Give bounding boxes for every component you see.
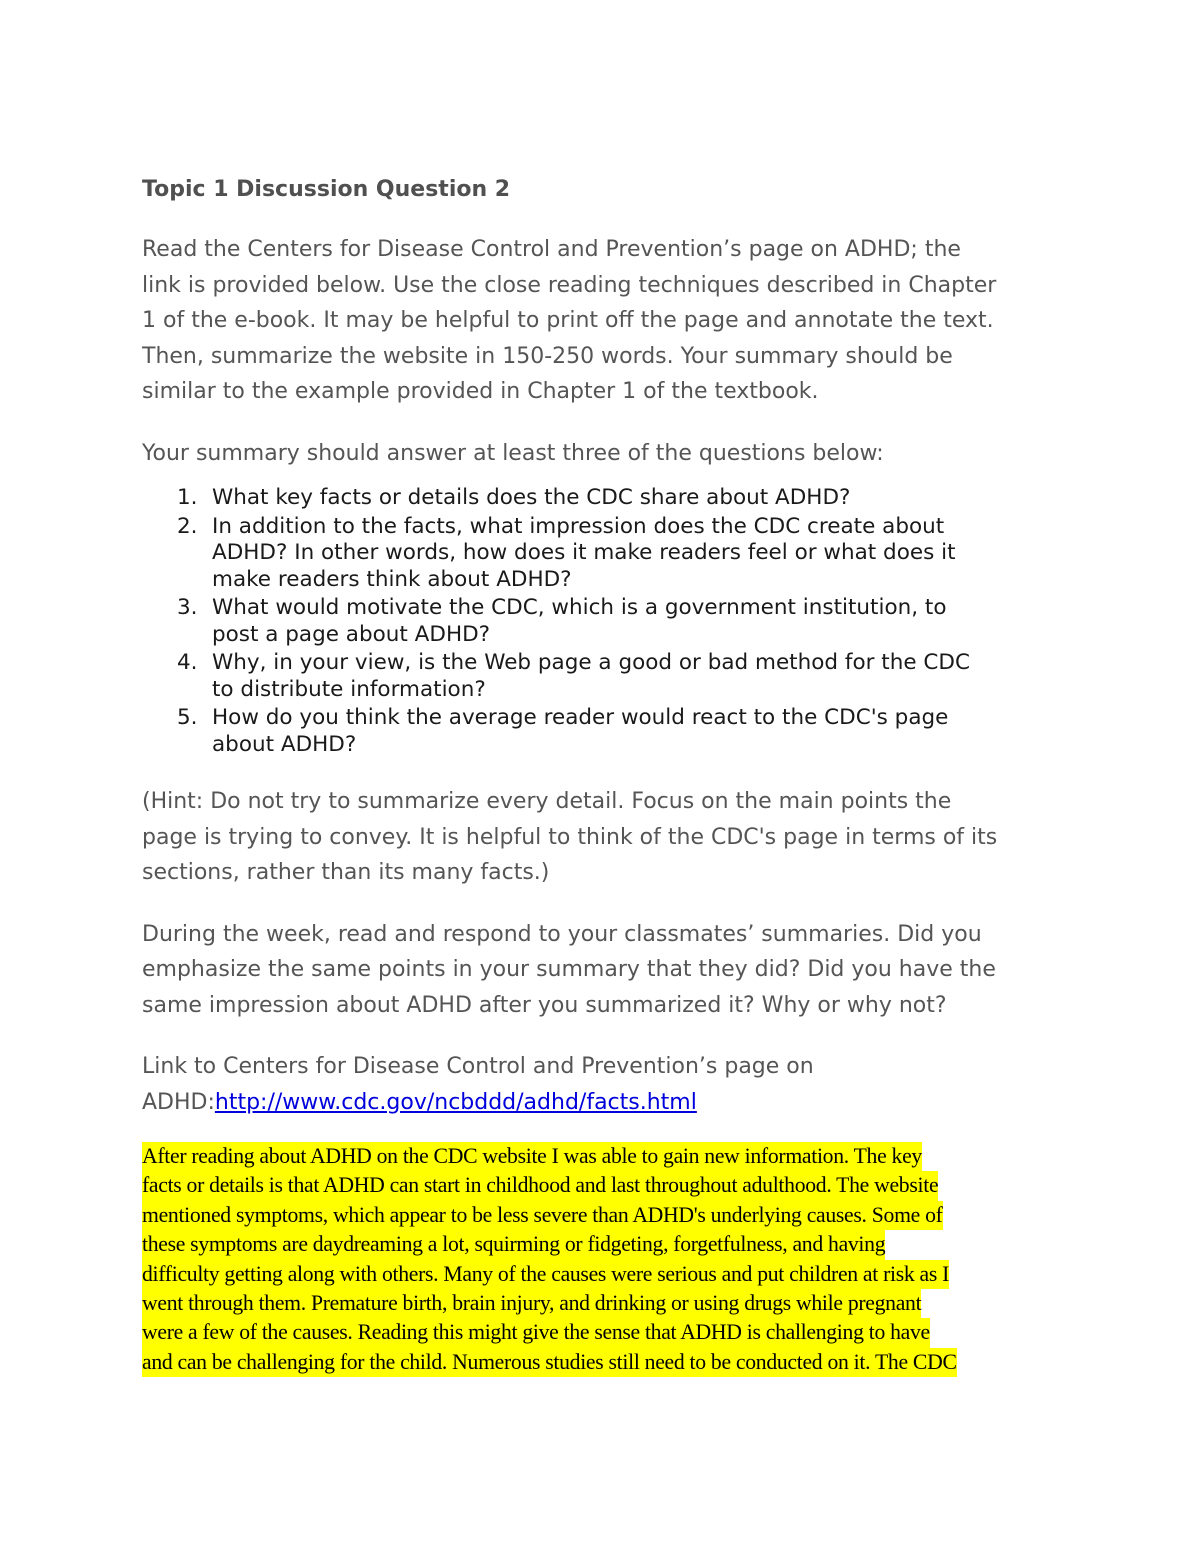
- list-item: [142, 514, 1067, 594]
- list-item: [142, 705, 1067, 758]
- intro-line: similar to the example provided in Chapter 1 of the textbook.: [142, 379, 819, 404]
- question-line: post a page about ADHD?: [212, 621, 491, 647]
- link-line: [142, 1085, 1067, 1121]
- question-line: In addition to the facts, what impression does the CDC create about: [212, 513, 945, 539]
- list-number: 3.: [177, 595, 198, 620]
- response-line: mentioned symptoms, which appear to be less severe than ADHD's underlying causes. Some of: [142, 1201, 943, 1230]
- response-line: went through them. Premature birth, brain injury, and drinking or using drugs while pregnant: [142, 1289, 921, 1318]
- question-line: How do you think the average reader would react to the CDC's page: [212, 705, 949, 730]
- hint-line: sections, rather than its many facts.): [142, 860, 550, 885]
- list-item: [142, 595, 1067, 648]
- response-line: facts or details is that ADHD can start in childhood and last throughout adulthood. The website: [142, 1171, 938, 1200]
- response-line: difficulty getting along with others. Many of the causes were serious and put children at risk as I: [142, 1260, 949, 1289]
- intro-paragraph: [142, 232, 1067, 410]
- week-line: emphasize the same points in your summary that they did? Did you have the: [142, 957, 996, 982]
- week-line: same impression about ADHD after you summarized it? Why or why not?: [142, 992, 947, 1018]
- intro-line: 1 of the e-book. It may be helpful to print off the page and annotate the text.: [142, 308, 994, 333]
- question-line: to distribute information?: [212, 676, 486, 702]
- hint-line: (Hint: Do not try to summarize every detail. Focus on the main points the: [142, 789, 952, 814]
- response-line: and can be challenging for the child. Numerous studies still need to be conducted on it. The CDC: [142, 1348, 957, 1377]
- question-line: about ADHD?: [212, 731, 357, 757]
- hint-line: page is trying to convey. It is helpful to think of the CDC's page in terms of its: [142, 824, 998, 850]
- link-paragraph: [142, 1049, 1067, 1120]
- question-line: Why, in your view, is the Web page a good or bad method for the CDC: [212, 650, 970, 675]
- question-line: What key facts or details does the CDC share about ADHD?: [212, 485, 851, 510]
- list-number: 4.: [177, 650, 198, 675]
- response-line: these symptoms are daydreaming a lot, squirming or fidgeting, forgetfulness, and having: [142, 1230, 885, 1259]
- week-line: During the week, read and respond to your classmates’ summaries. Did you: [142, 921, 982, 947]
- intro-line: Read the Centers for Disease Control and Prevention’s page on ADHD; the: [142, 237, 961, 262]
- hint-paragraph: [142, 784, 1067, 891]
- link-intro-line: Link to Centers for Disease Control and Prevention’s page on: [142, 1054, 814, 1079]
- intro-line: link is provided below. Use the close reading techniques described in Chapter: [142, 272, 997, 298]
- list-number: 1.: [177, 485, 198, 510]
- response-line: After reading about ADHD on the CDC website I was able to gain new information. The key: [142, 1142, 922, 1171]
- intro-line: Then, summarize the website in 150-250 words. Your summary should be: [142, 343, 953, 369]
- list-number: 5.: [177, 705, 198, 730]
- list-number: 2.: [177, 513, 198, 539]
- list-item: [142, 650, 1067, 703]
- response-line: were a few of the causes. Reading this might give the sense that ADHD is challenging to have: [142, 1318, 930, 1347]
- questions-intro: Your summary should answer at least three of the questions below:: [142, 440, 884, 466]
- question-line: ADHD? In other words, how does it make readers feel or what does it: [212, 540, 956, 565]
- document-page: [142, 172, 1067, 1377]
- link-prefix: ADHD:: [142, 1089, 215, 1115]
- student-response: [142, 1142, 1067, 1377]
- question-line: make readers think about ADHD?: [212, 566, 572, 592]
- cdc-link[interactable]: http://www.cdc.gov/ncbddd/adhd/facts.html: [214, 1089, 697, 1115]
- week-paragraph: [142, 917, 1067, 1024]
- list-item: [142, 485, 1067, 512]
- document-title: Topic 1 Discussion Question 2: [142, 177, 511, 202]
- question-line: What would motivate the CDC, which is a government institution, to: [212, 595, 947, 620]
- questions-list: [142, 485, 1067, 758]
